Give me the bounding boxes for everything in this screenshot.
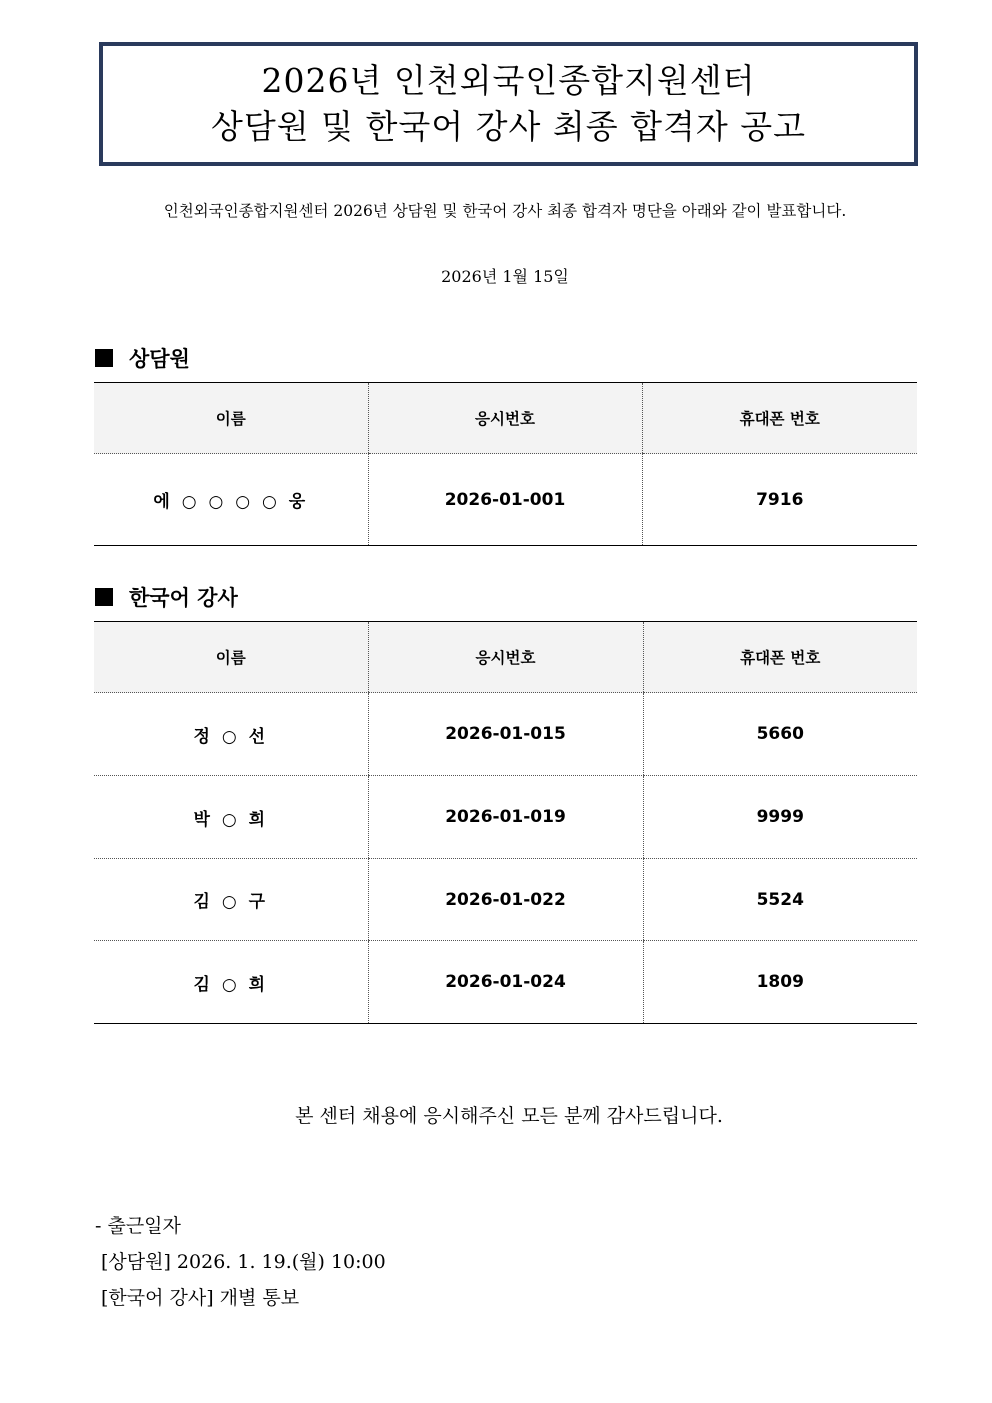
thanks-message: 본 센터 채용에 응시해주신 모든 분께 감사드립니다. [295,1105,723,1127]
cell-name: 정 ○ 선 [94,693,368,776]
column-header-name: 이름 [94,383,368,454]
title-box [99,42,918,166]
table-row [94,776,917,859]
cell-name: 김 ○ 구 [94,859,368,941]
section-title-counselor [95,343,190,373]
cell-exam-number: 2026-01-019 [368,776,643,859]
cell-name: 박 ○ 희 [94,776,368,859]
korean-teacher-start-date: [한국어 강사] 개별 통보 [101,1287,300,1309]
table-row [94,941,917,1024]
section-title-label: 상담원 [129,347,190,371]
cell-phone: 7916 [642,454,917,546]
cell-exam-number: 2026-01-001 [368,454,642,546]
title-line-2: 상담원 및 한국어 강사 최종 합격자 공고 [211,107,806,146]
table-row [94,454,917,546]
square-bullet-icon [95,349,113,367]
column-header-phone: 휴대폰 번호 [643,622,917,693]
cell-exam-number: 2026-01-015 [368,693,643,776]
column-header-exam-number: 응시번호 [368,622,643,693]
section-title-label: 한국어 강사 [129,586,238,610]
start-date-heading: - 출근일자 [95,1215,181,1237]
intro-text: 인천외국인종합지원센터 2026년 상담원 및 한국어 강사 최종 합격자 명단을 아래와 같이 발표합니다. [163,202,847,220]
cell-exam-number: 2026-01-024 [368,941,643,1024]
cell-phone: 9999 [643,776,917,859]
cell-phone: 1809 [643,941,917,1024]
column-header-exam-number: 응시번호 [368,383,642,454]
announcement-date: 2026년 1월 15일 [441,267,569,286]
cell-name: 에 ○ ○ ○ ○ 웅 [94,454,368,546]
table-header-row [94,622,917,693]
title-line-1: 2026년 인천외국인종합지원센터 [261,61,756,100]
cell-phone: 5660 [643,693,917,776]
korean-teacher-table [94,621,917,1024]
column-header-phone: 휴대폰 번호 [642,383,917,454]
column-header-name: 이름 [94,622,368,693]
table-row [94,693,917,776]
section-title-korean-teacher [95,582,238,612]
table-row [94,859,917,941]
cell-phone: 5524 [643,859,917,941]
table-header-row [94,383,917,454]
counselor-start-date: [상담원] 2026. 1. 19.(월) 10:00 [101,1251,386,1273]
cell-exam-number: 2026-01-022 [368,859,643,941]
counselor-table [94,382,917,546]
square-bullet-icon [95,588,113,606]
cell-name: 김 ○ 희 [94,941,368,1024]
